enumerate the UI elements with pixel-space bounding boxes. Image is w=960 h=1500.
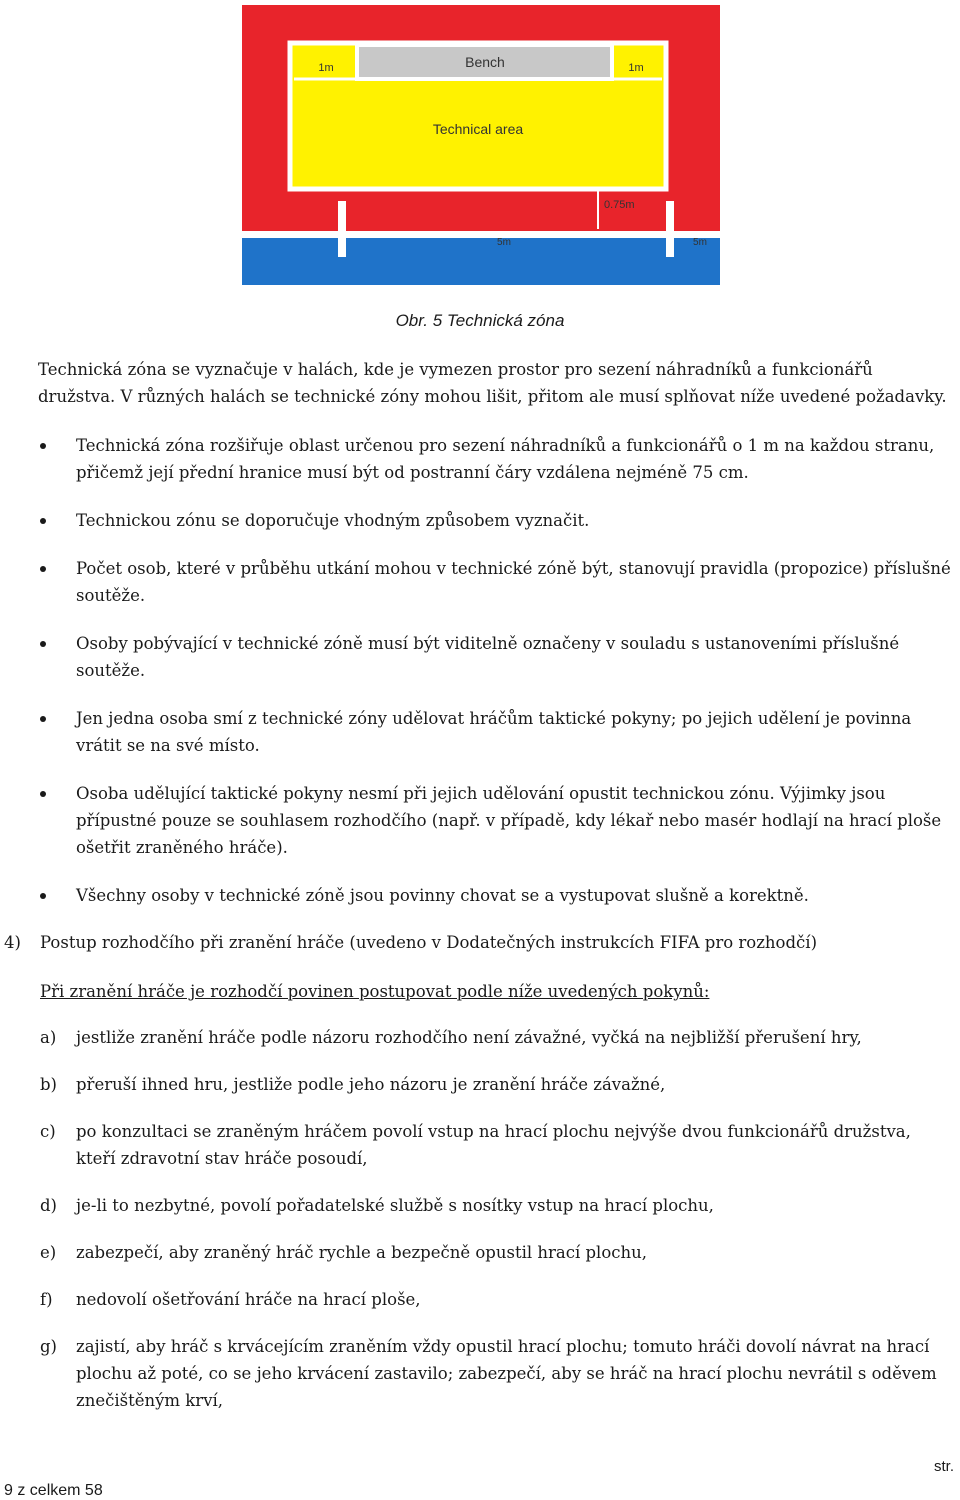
- list-item: [40, 1333, 952, 1414]
- list-item: [40, 1071, 952, 1098]
- step-text: po konzultaci se zraněným hráčem povolí vstup na hrací plochu nejvýše dvou funkcionářů družstva, kteří zdravotní stav hráče posoudí,: [76, 1122, 911, 1168]
- list-item-text: Osoba udělující taktické pokyny nesmí při jejich udělování opustit technickou zónu. Výjimky jsou přípustné pouze se souhlasem rozhodčího (např. v případě, kdy lékař nebo masér hodlají na hrací ploše ošetřit zraněného hráče).: [76, 784, 942, 857]
- list-item: [40, 432, 952, 486]
- bench-label: Bench: [465, 54, 505, 70]
- list-item-text: Všechny osoby v technické zóně jsou povinny chovat se a vystupovat slušně a korektně.: [76, 886, 809, 905]
- page-number: 9 z celkem 58: [4, 1482, 103, 1499]
- list-item: [40, 705, 952, 759]
- procedure-list: [40, 1024, 952, 1434]
- step-letter: c): [40, 1122, 56, 1141]
- section-heading: [4, 929, 817, 956]
- bullet-icon: [40, 443, 46, 449]
- step-letter: f): [40, 1290, 53, 1309]
- bullet-icon: [40, 566, 46, 572]
- list-item: [40, 1192, 952, 1219]
- bullet-icon: [40, 518, 46, 524]
- step-letter: g): [40, 1337, 57, 1356]
- footer-label: str.: [933, 1458, 954, 1475]
- bullet-icon: [40, 791, 46, 797]
- line-mark-left: [338, 201, 346, 257]
- list-item: [40, 882, 952, 909]
- list-item-text: Technickou zónu se doporučuje vhodným způsobem vyznačit.: [76, 511, 590, 530]
- intro-paragraph: Technická zóna se vyznačuje v halách, kde je vymezen prostor pro sezení náhradníků a funkcionářů družstva. V různých halách se technické zóny mohou lišit, přitom ale musí splňovat níže uvedené požadavky.: [38, 360, 947, 406]
- section-number: 4): [4, 933, 21, 952]
- side-line: [242, 231, 720, 238]
- list-item: [40, 630, 952, 684]
- subheading: Při zranění hráče je rozhodčí povinen postupovat podle níže uvedených pokynů:: [40, 982, 710, 1001]
- step-text: jestliže zranění hráče podle názoru rozhodčího není závažné, vyčká na nejbližší přerušení hry,: [76, 1028, 862, 1047]
- step-text: přeruší ihned hru, jestliže podle jeho názoru je zranění hráče závažné,: [76, 1075, 666, 1094]
- step-letter: b): [40, 1075, 57, 1094]
- section-title: Postup rozhodčího při zranění hráče (uvedeno v Dodatečných instrukcích FIFA pro rozhodčí): [40, 933, 818, 952]
- list-item: [40, 1239, 952, 1266]
- figure-caption: Obr. 5 Technická zóna: [395, 311, 565, 330]
- step-text: zajistí, aby hráč s krvácejícím zraněním vždy opustil hrací plochu; tomuto hráči dovolí návrat na hrací plochu až poté, co se jeho krvácení zastavilo; zabezpečí, aby se hráč na hrací plochu nevrátil s oděvem znečištěným krví,: [76, 1337, 937, 1410]
- list-item: [40, 780, 952, 861]
- step-text: nedovolí ošetřování hráče na hrací ploše,: [76, 1290, 421, 1309]
- technical-zone-diagram: [242, 5, 720, 285]
- line-mark-right: [666, 201, 674, 257]
- list-item: [40, 507, 952, 534]
- list-item: [40, 555, 952, 609]
- list-item-text: Jen jedna osoba smí z technické zóny udělovat hráčům taktické pokyny; po jejich udělení je povinna vrátit se na své místo.: [76, 709, 912, 755]
- line-center-label: 5m: [497, 237, 511, 248]
- list-item-text: Osoby pobývající v technické zóně musí být viditelně označeny v souladu s ustanoveními příslušné soutěže.: [76, 634, 900, 680]
- requirements-list: [40, 432, 952, 930]
- line-right-label: 5m: [693, 237, 707, 248]
- step-letter: a): [40, 1028, 57, 1047]
- technical-area-label: Technical area: [432, 121, 524, 137]
- step-text: je-li to nezbytné, povolí pořadatelské službě s nosítky vstup na hrací plochu,: [76, 1196, 714, 1215]
- bullet-icon: [40, 716, 46, 722]
- list-item: [40, 1286, 952, 1313]
- bullet-icon: [40, 893, 46, 899]
- distance-label: 0.75m: [604, 199, 635, 211]
- bullet-icon: [40, 641, 46, 647]
- playing-field: [242, 237, 720, 285]
- list-item-text: Technická zóna rozšiřuje oblast určenou pro sezení náhradníků a funkcionářů o 1 m na každou stranu, přičemž její přední hranice musí být od postranní čáry vzdálena nejméně 75 cm.: [76, 436, 935, 482]
- step-text: zabezpečí, aby zraněný hráč rychle a bezpečně opustil hrací plochu,: [76, 1243, 648, 1262]
- list-item-text: Počet osob, které v průběhu utkání mohou v technické zóně být, stanovují pravidla (propozice) příslušné soutěže.: [76, 559, 951, 605]
- right-gap-label: 1m: [628, 62, 644, 74]
- list-item: [40, 1024, 952, 1051]
- left-gap-label: 1m: [318, 62, 334, 74]
- step-letter: e): [40, 1243, 57, 1262]
- list-item: [40, 1118, 952, 1172]
- step-letter: d): [40, 1196, 57, 1215]
